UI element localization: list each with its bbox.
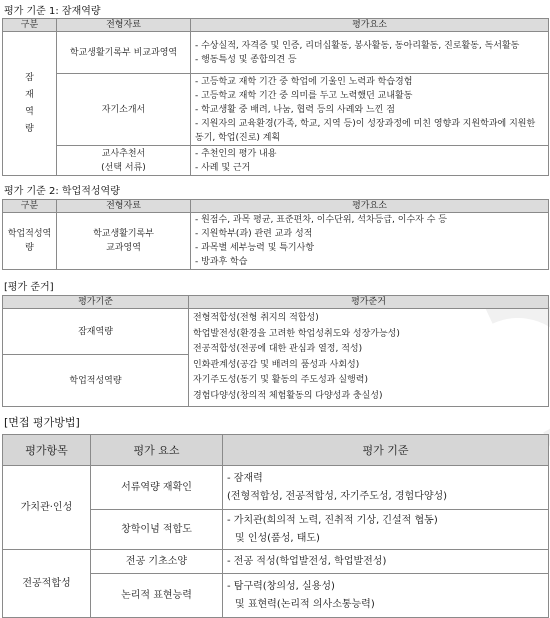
criteria-line: (전형적합성, 전공적합성, 자기주도성, 경험다양성): [227, 490, 448, 502]
category-char: 량: [25, 123, 34, 134]
criteria-line: 경험다양성(창의적 체험활동의 다양성과 충실성): [193, 390, 383, 401]
criteria-line: - 가치관(희의적 노력, 진취적 기상, 긴설적 협동): [227, 514, 438, 526]
material-line: 교과영역: [106, 243, 141, 253]
category-char: 재: [25, 89, 34, 100]
element-cell: 창학이념 적합도: [91, 510, 223, 550]
header-criteria: 평가 기준: [223, 435, 549, 466]
section2-heading: 평가 기준 2: 학업적성역량: [4, 186, 120, 197]
criteria-line: 전공적합성(전공에 대한 관심과 열정, 적성): [193, 344, 363, 354]
element-line: - 원점수, 과목 평균, 표준편차, 이수단위, 석차등급, 이수자 수 등: [195, 215, 447, 225]
header-material: 전형자료: [57, 200, 191, 213]
criteria-cell: [223, 574, 549, 618]
criteria-line: - 잠재력: [227, 472, 263, 484]
element-line: - 사례 및 근거: [195, 162, 251, 173]
criteria-cell: [223, 550, 549, 574]
element-cell: 논리적 표현능력: [91, 574, 223, 618]
element-cell: 전공 기초소양: [91, 550, 223, 574]
criteria-cell: [223, 466, 549, 510]
section3-heading: [평가 준거]: [4, 282, 54, 293]
criteria-line: 전형적합성(전형 취지의 적합성): [193, 313, 319, 323]
item-cell: 가치관·인성: [3, 466, 91, 550]
header-category: 구분: [3, 200, 57, 213]
section1-heading: 평가 기준 1: 잠재역량: [4, 6, 101, 17]
potential-capability-table: [2, 18, 549, 176]
material-cell: [57, 213, 191, 270]
elements-cell: [191, 32, 549, 74]
interview-method-table: [2, 434, 549, 618]
material-cell: [57, 146, 191, 176]
criteria-line: 및 표현력(논리적 의사소통능력): [235, 598, 375, 610]
criteria-line: 및 인성(품성, 태도): [235, 532, 320, 544]
criteria-line: 학업발전성(환경을 고려한 학업성취도와 성장가능성): [193, 328, 400, 339]
material-line: 학교생활기록부: [93, 229, 154, 239]
element-line: - 추천인의 평가 내용: [195, 148, 277, 159]
header-elements: 평가요소: [191, 200, 549, 213]
standard-cell: 학업적성역량: [3, 355, 189, 407]
element-line: - 행동특성 및 종합의견 등: [195, 54, 297, 65]
elements-cell: [191, 213, 549, 270]
header-material: 전형자료: [57, 19, 191, 32]
item-cell: 전공적합성: [3, 550, 91, 618]
material-cell: 자기소개서: [57, 74, 191, 146]
header-elements: 평가요소: [191, 19, 549, 32]
elements-cell: [191, 74, 549, 146]
element-line: - 지원자의 교육환경(가족, 학교, 지역 등)이 성장과정에 미친 영향과 지원학과에 지원한 동기, 학업(진로) 계획: [195, 118, 536, 143]
header-standard: 평가기준: [3, 296, 189, 309]
material-cell: 학교생활기록부 비교과영역: [57, 32, 191, 74]
criteria-line: - 전공 적성(학업발전성, 학업발전성): [227, 555, 387, 567]
criteria-line: 인화관계성(공감 및 배려의 품성과 사회성): [193, 359, 360, 370]
category-char: 역: [25, 106, 34, 117]
element-line: - 수상실적, 자격증 및 인증, 리더십활동, 봉사활동, 동아리활동, 진로활동, 독서활동: [195, 40, 520, 51]
criteria-cell: [189, 309, 549, 407]
element-line: - 과목별 세부능력 및 특기사항: [195, 243, 315, 253]
category-cell: 학업적성역량: [3, 213, 57, 270]
criteria-cell: [223, 510, 549, 550]
section4-heading: [면접 평가방법]: [4, 416, 80, 429]
header-category: 구분: [3, 19, 57, 32]
elements-cell: [191, 146, 549, 176]
material-line: 교사추천서: [101, 148, 146, 159]
criteria-line: 자기주도성(동기 및 활동의 주도성과 실행력): [193, 375, 368, 385]
element-line: - 방과후 학습: [195, 257, 248, 267]
category-cell: [3, 32, 57, 176]
category-char: 잠: [25, 72, 34, 83]
element-line: - 지원학부(과) 관련 교과 성적: [195, 229, 313, 239]
evaluation-criteria-table: [2, 295, 549, 407]
element-line: - 학교생활 중 배려, 나눔, 협력 등의 사례와 느낀 점: [195, 104, 395, 115]
material-line: (선택 서류): [101, 162, 146, 173]
element-line: - 고등학교 재학 기간 중 학업에 기울인 노력과 학습경험: [195, 76, 413, 87]
header-element: 평가 요소: [91, 435, 223, 466]
element-line: - 고등학교 재학 기간 중 의미를 두고 노력했던 교내활동: [195, 90, 413, 101]
academic-aptitude-table: [2, 199, 549, 270]
criteria-line: - 탐구력(창의성, 실용성): [227, 580, 335, 592]
standard-cell: 잠재역량: [3, 309, 189, 355]
element-cell: 서류역량 재확인: [91, 466, 223, 510]
header-criteria: 평가준거: [189, 296, 549, 309]
header-item: 평가항목: [3, 435, 91, 466]
